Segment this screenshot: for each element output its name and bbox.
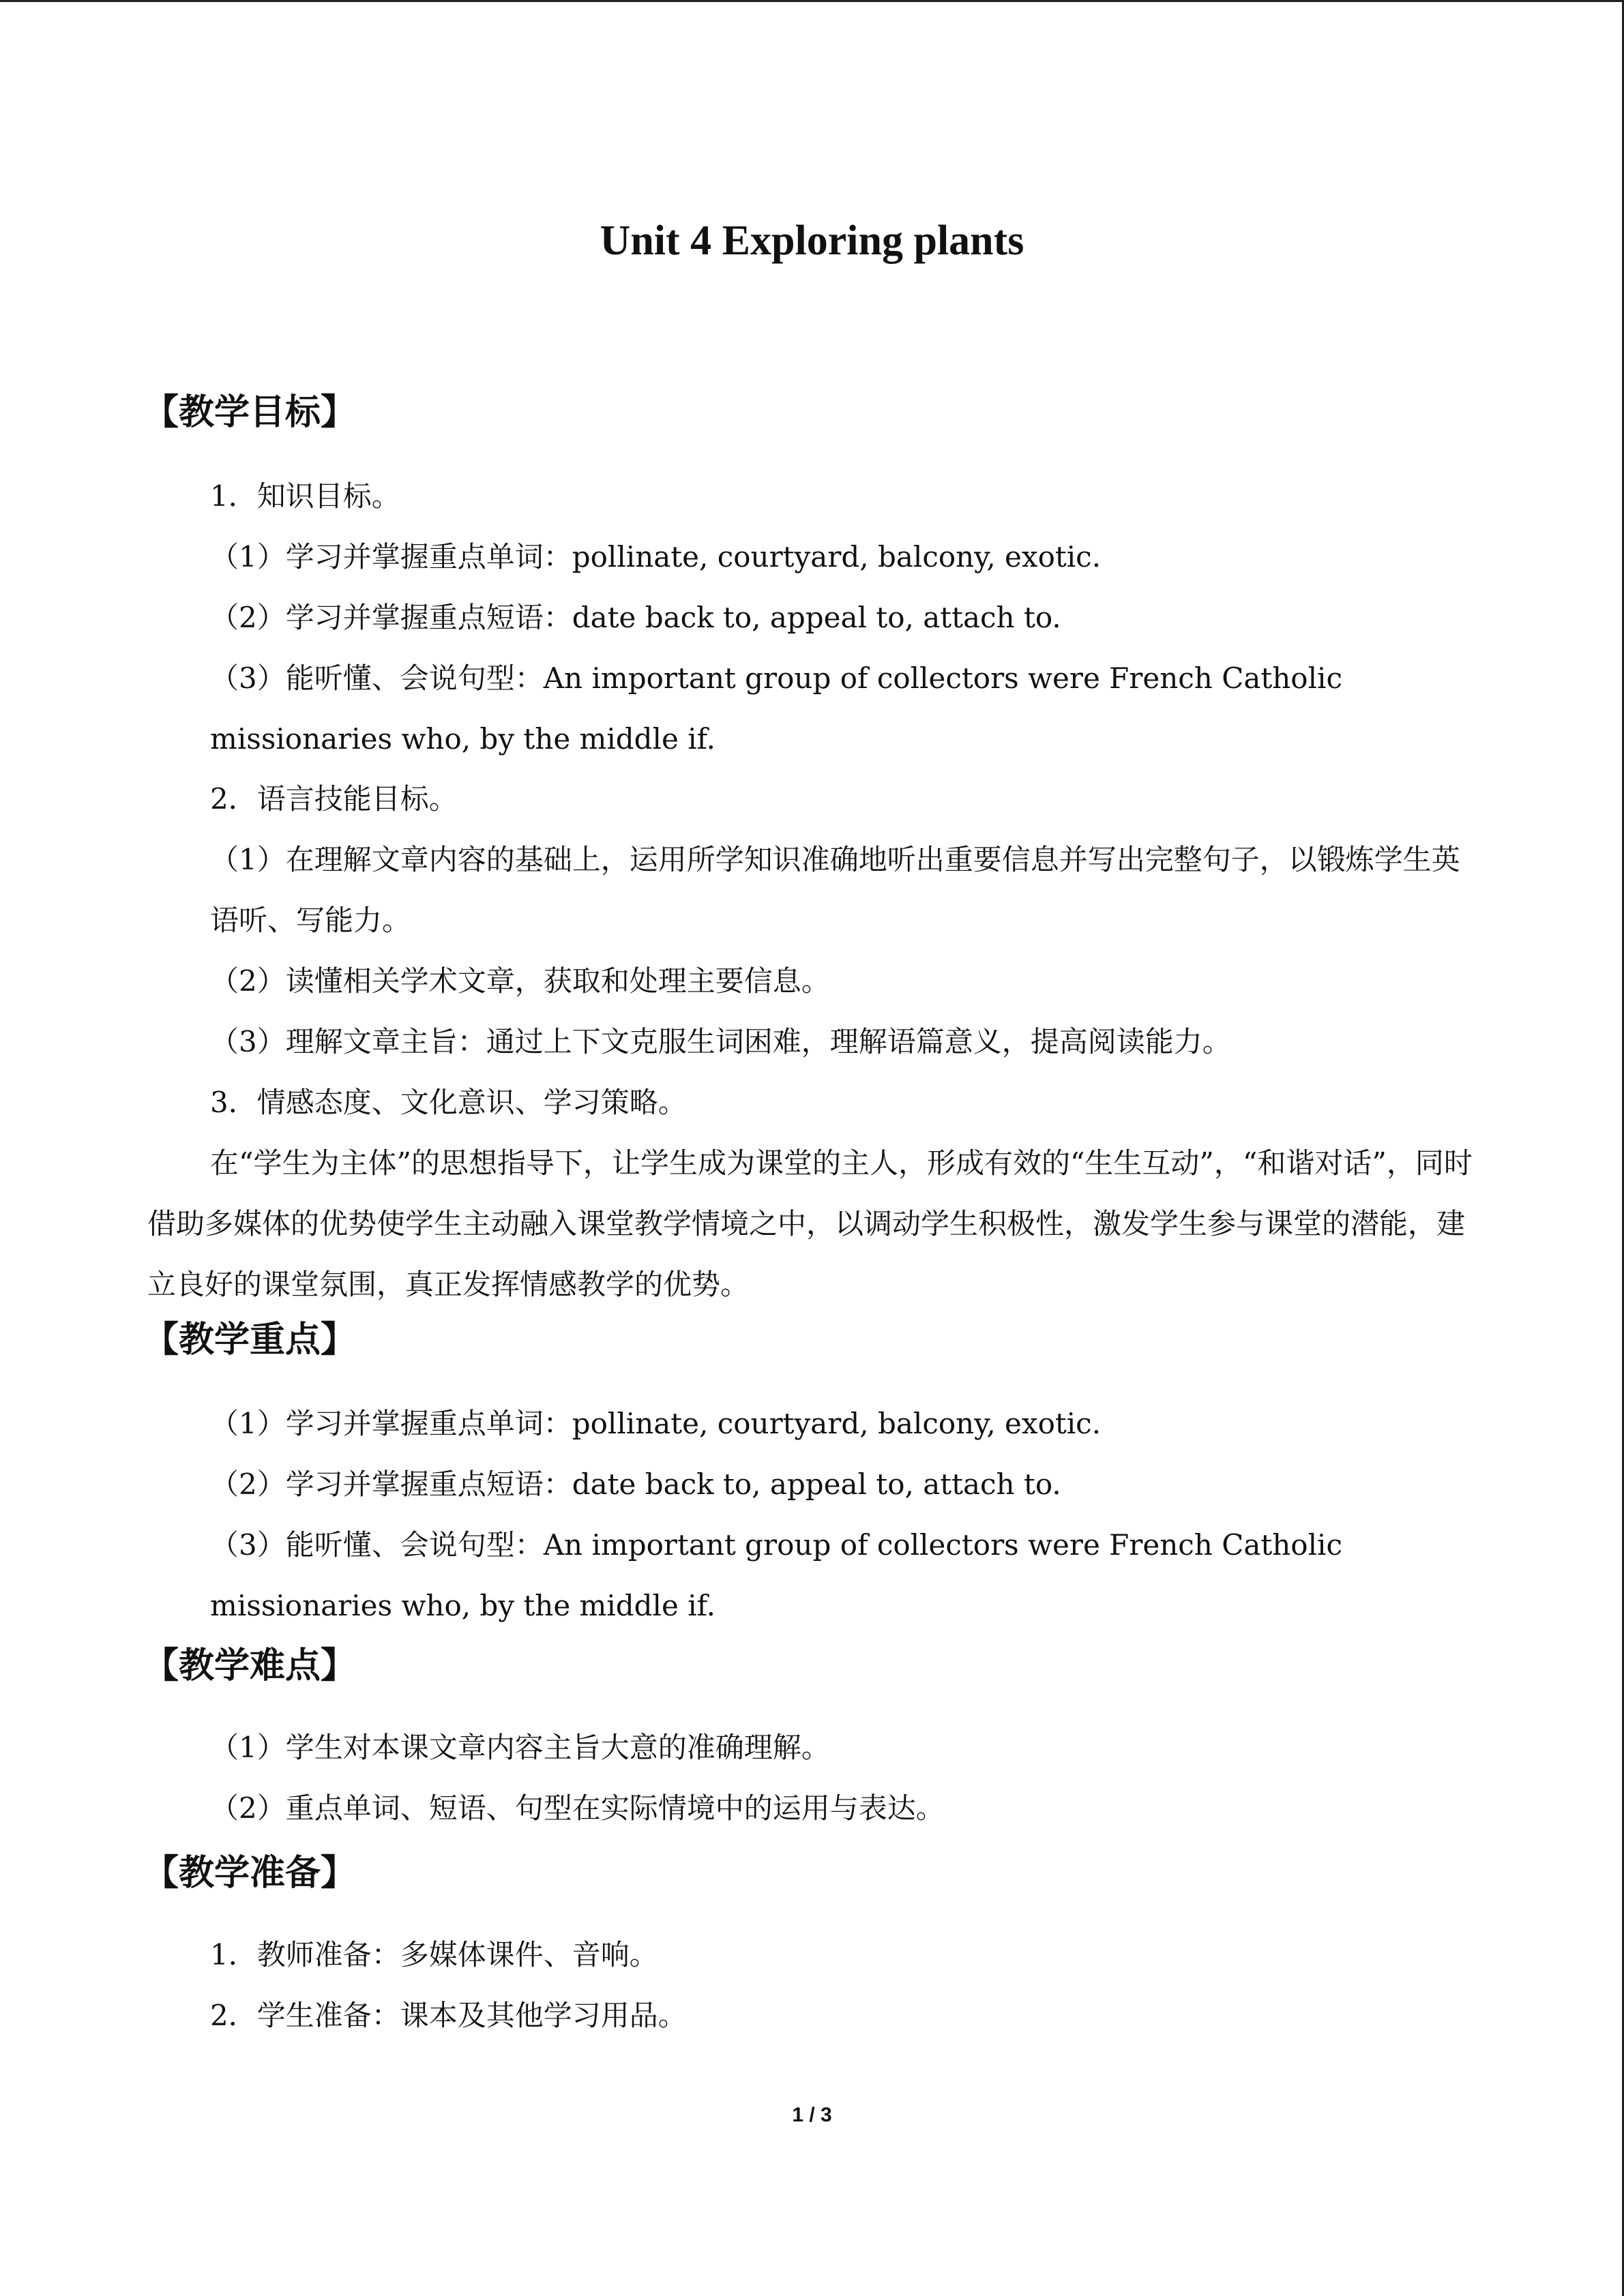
knowledge-objective-title-text: 1．知识目标。 bbox=[210, 479, 400, 513]
key-point-sentence bbox=[147, 1515, 1477, 1636]
heading-preparation: 【教学准备】 bbox=[143, 1852, 357, 1894]
heading-difficulties: 【教学难点】 bbox=[143, 1645, 357, 1686]
heading-key-points: 【教学重点】 bbox=[143, 1319, 357, 1360]
skills-objective-title bbox=[147, 769, 1477, 829]
page-number: 1 / 3 bbox=[792, 2104, 832, 2126]
skills-item-reading bbox=[147, 951, 1477, 1011]
difficulty-usage bbox=[147, 1778, 1477, 1838]
page-border-top bbox=[0, 0, 1624, 2]
preparation-student-text: 2．学生准备：课本及其他学习用品。 bbox=[210, 1999, 687, 2032]
key-point-phrases-text: （2）学习并掌握重点短语：date back to, appeal to, attach to. bbox=[210, 1467, 1061, 1501]
attitude-objective-title-text: 3．情感态度、文化意识、学习策略。 bbox=[210, 1086, 687, 1119]
objective-phrase-item-text: （2）学习并掌握重点短语：date back to, appeal to, attach to. bbox=[210, 601, 1061, 634]
difficulty-usage-text: （2）重点单词、短语、句型在实际情境中的运用与表达。 bbox=[210, 1791, 945, 1825]
skills-objective-title-text: 2．语言技能目标。 bbox=[210, 782, 458, 816]
heading-objectives: 【教学目标】 bbox=[143, 391, 357, 433]
difficulty-main-idea bbox=[147, 1717, 1477, 1778]
skills-item-reading-text: （2）读懂相关学术文章，获取和处理主要信息。 bbox=[210, 964, 830, 998]
attitude-objective-paragraph: 在“学生为主体”的思想指导下，让学生成为课堂的主人，形成有效的“生生互动”，“和谐对话”，同时借助多媒体的优势使学生主动融入课堂教学情境之中，以调动学生积极性，激发学生参与课堂的潜能，建立良好的课堂氛围，真正发挥情感教学的优势。 bbox=[147, 1146, 1473, 1301]
skills-item-listening-writing-text: （1）在理解文章内容的基础上，运用所学知识准确地听出重要信息并写出完整句子，以锻炼学生英语听、写能力。 bbox=[210, 843, 1460, 937]
objective-sentence-item bbox=[147, 648, 1477, 769]
objective-phrase-item bbox=[147, 587, 1477, 648]
objective-sentence-item-text: （3）能听懂、会说句型：An important group of collectors were French Catholic missionaries who, by the middle if. bbox=[210, 661, 1342, 756]
skills-item-listening-writing bbox=[147, 829, 1477, 951]
difficulty-main-idea-text: （1）学生对本课文章内容主旨大意的准确理解。 bbox=[210, 1731, 830, 1764]
key-point-words-text: （1）学习并掌握重点单词：pollinate, courtyard, balcony, exotic. bbox=[210, 1407, 1102, 1440]
preparation-student bbox=[147, 1985, 1477, 2046]
objective-word-item-text: （1）学习并掌握重点单词：pollinate, courtyard, balcony, exotic. bbox=[210, 540, 1102, 573]
document-title: Unit 4 Exploring plants bbox=[600, 218, 1024, 264]
knowledge-objective-title bbox=[147, 466, 1477, 526]
key-point-phrases bbox=[147, 1454, 1477, 1515]
objective-word-item bbox=[147, 526, 1477, 587]
key-point-sentence-text: （3）能听懂、会说句型：An important group of collectors were French Catholic missionaries who, by the middle if. bbox=[210, 1528, 1342, 1622]
attitude-objective-title bbox=[147, 1072, 1477, 1133]
attitude-objective-text bbox=[147, 1133, 1477, 1315]
skills-item-main-idea-text: （3）理解文章主旨：通过上下文克服生词困难，理解语篇意义，提高阅读能力。 bbox=[210, 1025, 1231, 1058]
preparation-teacher bbox=[147, 1924, 1477, 1985]
key-point-words bbox=[147, 1393, 1477, 1454]
skills-item-main-idea bbox=[147, 1011, 1477, 1072]
preparation-teacher-text: 1．教师准备：多媒体课件、音响。 bbox=[210, 1938, 658, 1971]
